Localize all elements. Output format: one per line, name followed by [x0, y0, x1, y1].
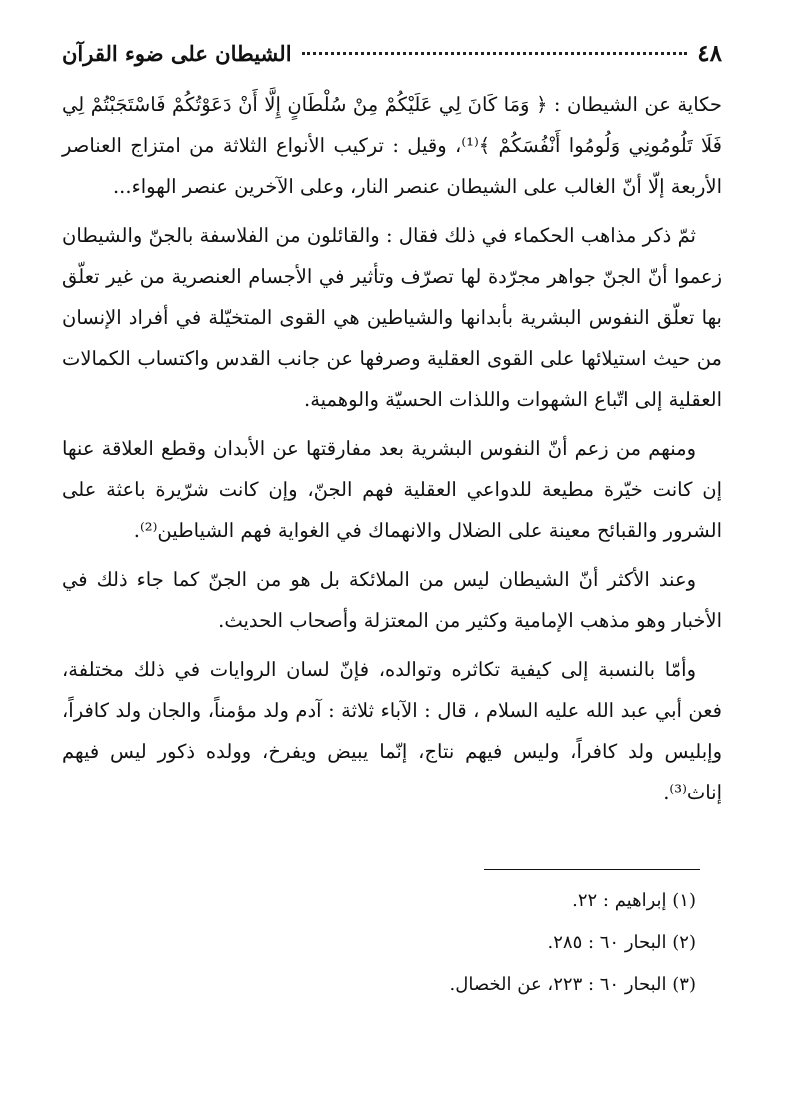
running-title: الشيطان على ضوء القرآن [62, 41, 292, 66]
page-number: ٤٨ [697, 40, 722, 67]
footnote: (٢) البحار ٦٠ : ٢٨٥. [547, 932, 696, 953]
footnote-separator [484, 869, 700, 870]
paragraph: حكاية عن الشيطان : ﴿ وَمَا كَانَ لِي عَلَيْكُمْ مِنْ سُلْطَانٍ إِلَّا أَنْ دَعَوْتُكُمْ فَاسْتَجَبْتُمْ لِي فَلَا تَلُومُونِي وَلُومُوا أَنْفُسَكُمْ ﴾⁽¹⁾، وقيل : تركيب الأنواع الثلاثة من امتزاج العناصر الأربعة إلّا أنّ الغالب على الشيطان عنصر النار، وعلى الآخرين عنصر الهواء... [62, 93, 723, 198]
footnote: (١) إبراهيم : ٢٢. [572, 890, 696, 911]
main-text [62, 84, 722, 813]
paragraph: وعند الأكثر أنّ الشيطان ليس من الملائكة بل هو من الجنّ كما جاء ذلك في الأخبار وهو مذهب الإمامية وكثير من المعتزلة وأصحاب الحديث. [62, 568, 722, 632]
header-dotted-leader [302, 52, 688, 55]
footnote: (٣) البحار ٦٠ : ٢٢٣، عن الخصال. [449, 974, 696, 995]
paragraph: ثمّ ذكر مذاهب الحكماء في ذلك فقال : والقائلون من الفلاسفة بالجنّ والشيطان زعموا أنّ الجنّ جواهر مجرّدة لها تصرّف وتأثير في الأجسام العنصرية من غير تعلّق بها تعلّق النفوس البشرية بأبدانها والشياطين هي القوى المتخيّلة في أفراد الإنسان من حيث استيلائها على القوى العقلية وصرفها عن جانب القدس واكتساب الكمالات العقلية إلى اتّباع الشهوات واللذات الحسيّة والوهمية. [62, 224, 722, 411]
paragraph: وأمّا بالنسبة إلى كيفية تكاثره وتوالده، فإنّ لسان الروايات في ذلك مختلفة، فعن أبي عبد الله عليه السلام ، قال : الآباء ثلاثة : آدم ولد مؤمناً، والجان ولد كافراً، وإبليس ولد كافراً، وليس فيهم نتاج، إنّما يبيض ويفرخ، وولده ذكور ليس فيهم إناث⁽³⁾. [62, 658, 722, 804]
page-header [62, 40, 722, 84]
footnotes [62, 880, 722, 1006]
paragraph: ومنهم من زعم أنّ النفوس البشرية بعد مفارقتها عن الأبدان وقطع العلاقة عنها إن كانت خيّرة مطيعة للدواعي العقلية فهم الجنّ، وإن كانت شرّيرة باعثة على الشرور والقبائح معينة على الضلال والانهماك في الغواية فهم الشياطين⁽²⁾. [62, 437, 722, 542]
